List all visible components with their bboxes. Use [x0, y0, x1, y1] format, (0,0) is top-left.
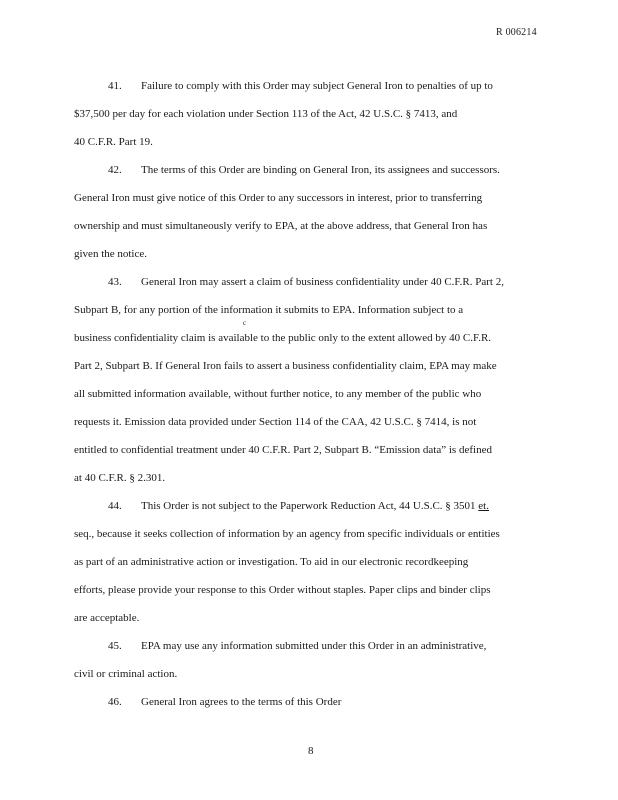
underlined-term: et.	[478, 500, 489, 512]
paragraph-43-line-1	[108, 275, 504, 289]
paragraph-44-line-5: are acceptable.	[74, 612, 140, 624]
stray-mark: c	[243, 319, 247, 327]
paragraph-43-line-5: all submitted information available, without further notice, to any member of the public who	[74, 388, 482, 400]
paragraph-42-line-2: General Iron must give notice of this Order to any successors in interest, prior to transferring	[74, 192, 483, 204]
paragraph-number: 43.	[108, 276, 122, 288]
paragraph-43-line-6: requests it. Emission data provided under Section 114 of the CAA, 42 U.S.C. § 7414, is not	[74, 416, 477, 428]
paragraph-number: 44.	[108, 500, 122, 512]
paragraph-46-line-1	[108, 695, 341, 709]
paragraph-text: General Iron may assert a claim of business confidentiality under 40 C.F.R. Part 2,	[141, 276, 504, 288]
paragraph-text: EPA may use any information submitted under this Order in an administrative,	[141, 640, 487, 652]
paragraph-text: The terms of this Order are binding on General Iron, its assignees and successors.	[141, 164, 500, 176]
paragraph-number: 46.	[108, 696, 122, 708]
paragraph-43-line-3: business confidentiality claim is available to the public only to the extent allowed by 40 C.F.R.	[74, 332, 492, 344]
paragraph-43-line-4: Part 2, Subpart B. If General Iron fails to assert a business confidentiality claim, EPA may make	[74, 360, 497, 372]
paragraph-41-line-2: $37,500 per day for each violation under Section 113 of the Act, 42 U.S.C. § 7413, and	[74, 108, 458, 120]
paragraph-number: 41.	[108, 80, 122, 92]
paragraph-number: 45.	[108, 640, 122, 652]
paragraph-41-line-3: 40 C.F.R. Part 19.	[74, 136, 153, 148]
paragraph-41-line-1	[108, 79, 493, 93]
paragraph-43-line-2: Subpart B, for any portion of the information it submits to EPA. Information subject to a	[74, 304, 464, 316]
paragraph-43-line-7: entitled to confidential treatment under 40 C.F.R. Part 2, Subpart B. “Emission data” is defined	[74, 444, 492, 456]
paragraph-44-line-4: efforts, please provide your response to this Order without staples. Paper clips and binder clips	[74, 584, 491, 596]
paragraph-45-line-2: civil or criminal action.	[74, 668, 178, 680]
paragraph-number: 42.	[108, 164, 122, 176]
paragraph-44-line-1	[108, 499, 489, 513]
paragraph-43-line-8: at 40 C.F.R. § 2.301.	[74, 472, 166, 484]
paragraph-text: General Iron agrees to the terms of this Order	[141, 696, 342, 708]
paragraph-42-line-3: ownership and must simultaneously verify to EPA, at the above address, that General Iron has	[74, 220, 488, 232]
paragraph-45-line-1	[108, 639, 486, 653]
paragraph-text: This Order is not subject to the Paperwork Reduction Act, 44 U.S.C. § 3501	[141, 500, 476, 512]
paragraph-44-line-2: seq., because it seeks collection of information by an agency from specific individuals or entities	[74, 528, 500, 540]
bates-number: R 006214	[496, 27, 537, 38]
paragraph-text: Failure to comply with this Order may subject General Iron to penalties of up to	[141, 80, 493, 92]
paragraph-44-line-3: as part of an administrative action or investigation. To aid in our electronic recordkeeping	[74, 556, 469, 568]
page-number: 8	[308, 745, 314, 757]
paragraph-42-line-1	[108, 163, 500, 177]
paragraph-42-line-4: given the notice.	[74, 248, 148, 260]
